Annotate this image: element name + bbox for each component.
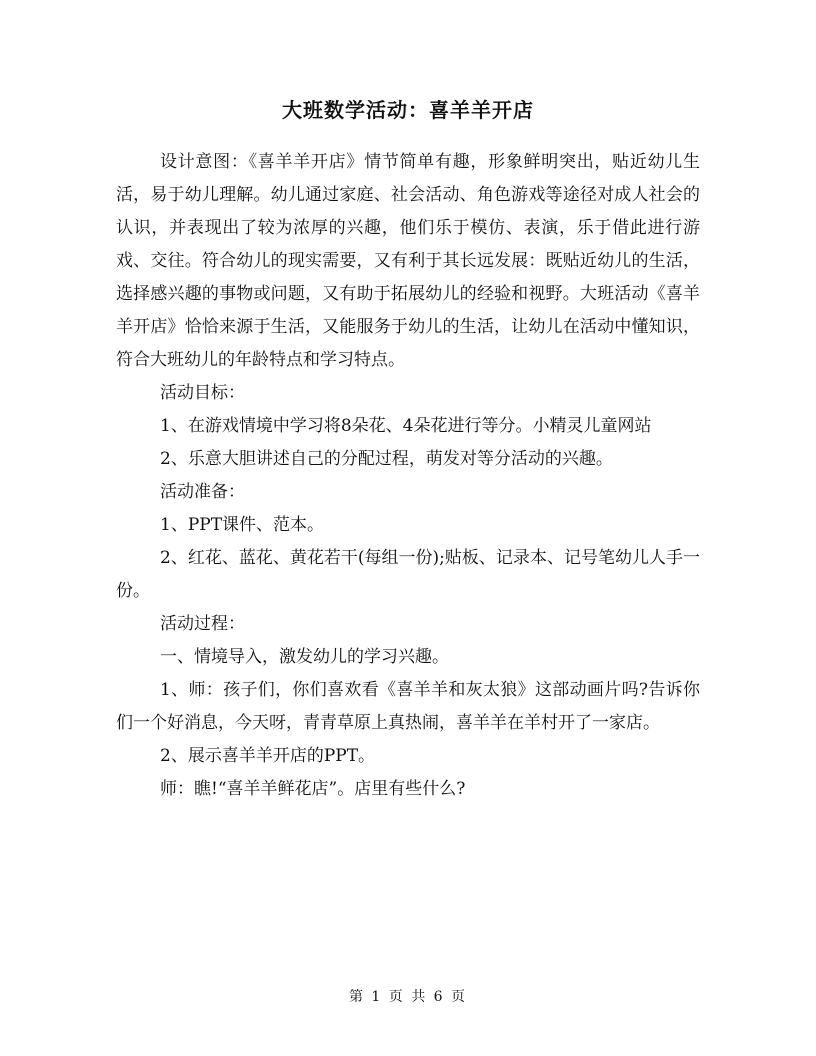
paragraph-process-1: 1、师：孩子们，你们喜欢看《喜羊羊和灰太狼》这部动画片吗?告诉你们一个好消息，今天呀，青青草原上真热闹，喜羊羊在羊村开了一家店。 [116, 680, 700, 733]
paragraph-process-step-1: 一、情境导入，激发幼儿的学习兴趣。 [160, 647, 449, 667]
heading-activity-process: 活动过程： [160, 614, 245, 634]
paragraph-process-3: 师：瞧!“喜羊羊鲜花店”。店里有些什么? [160, 779, 466, 799]
page-footer: 第 1 页 共 6 页 [348, 989, 468, 1005]
paragraph-preparation-1: 1、PPT课件、范本。 [160, 515, 325, 535]
paragraph-preparation-2: 2、红花、蓝花、黄花若干(每组一份);贴板、记录本、记号笔幼儿人手一份。 [116, 548, 700, 601]
heading-activity-goals: 活动目标： [160, 383, 245, 403]
paragraph-process-2: 2、展示喜羊羊开店的PPT。 [160, 746, 376, 766]
paragraph-goal-2: 2、乐意大胆讲述自己的分配过程，萌发对等分活动的兴趣。 [160, 449, 613, 469]
paragraph-goal-1: 1、在游戏情境中学习将8朵花、4朵花进行等分。小精灵儿童网站 [160, 416, 652, 436]
heading-activity-preparation: 活动准备： [160, 482, 245, 502]
paragraph-design-intent: 设计意图：《喜羊羊开店》情节简单有趣，形象鲜明突出，贴近幼儿生活，易于幼儿理解。幼儿通过家庭、社会活动、角色游戏等途径对成人社会的认识，并表现出了较为浓厚的兴趣，他们乐于模仿、表演，乐于借此进行游戏、交往。符合幼儿的现实需要，又有利于其长远发展：既贴近幼儿的生活，选择感兴趣的事物或问题，又有助于拓展幼儿的经验和视野。大班活动《喜羊羊开店》恰恰来源于生活，又能服务于幼儿的生活，让幼儿在活动中懂知识，符合大班幼儿的年龄特点和学习特点。 [116, 152, 700, 370]
document-title: 大班数学活动：喜羊羊开店 [282, 98, 534, 122]
document-body [116, 146, 700, 806]
